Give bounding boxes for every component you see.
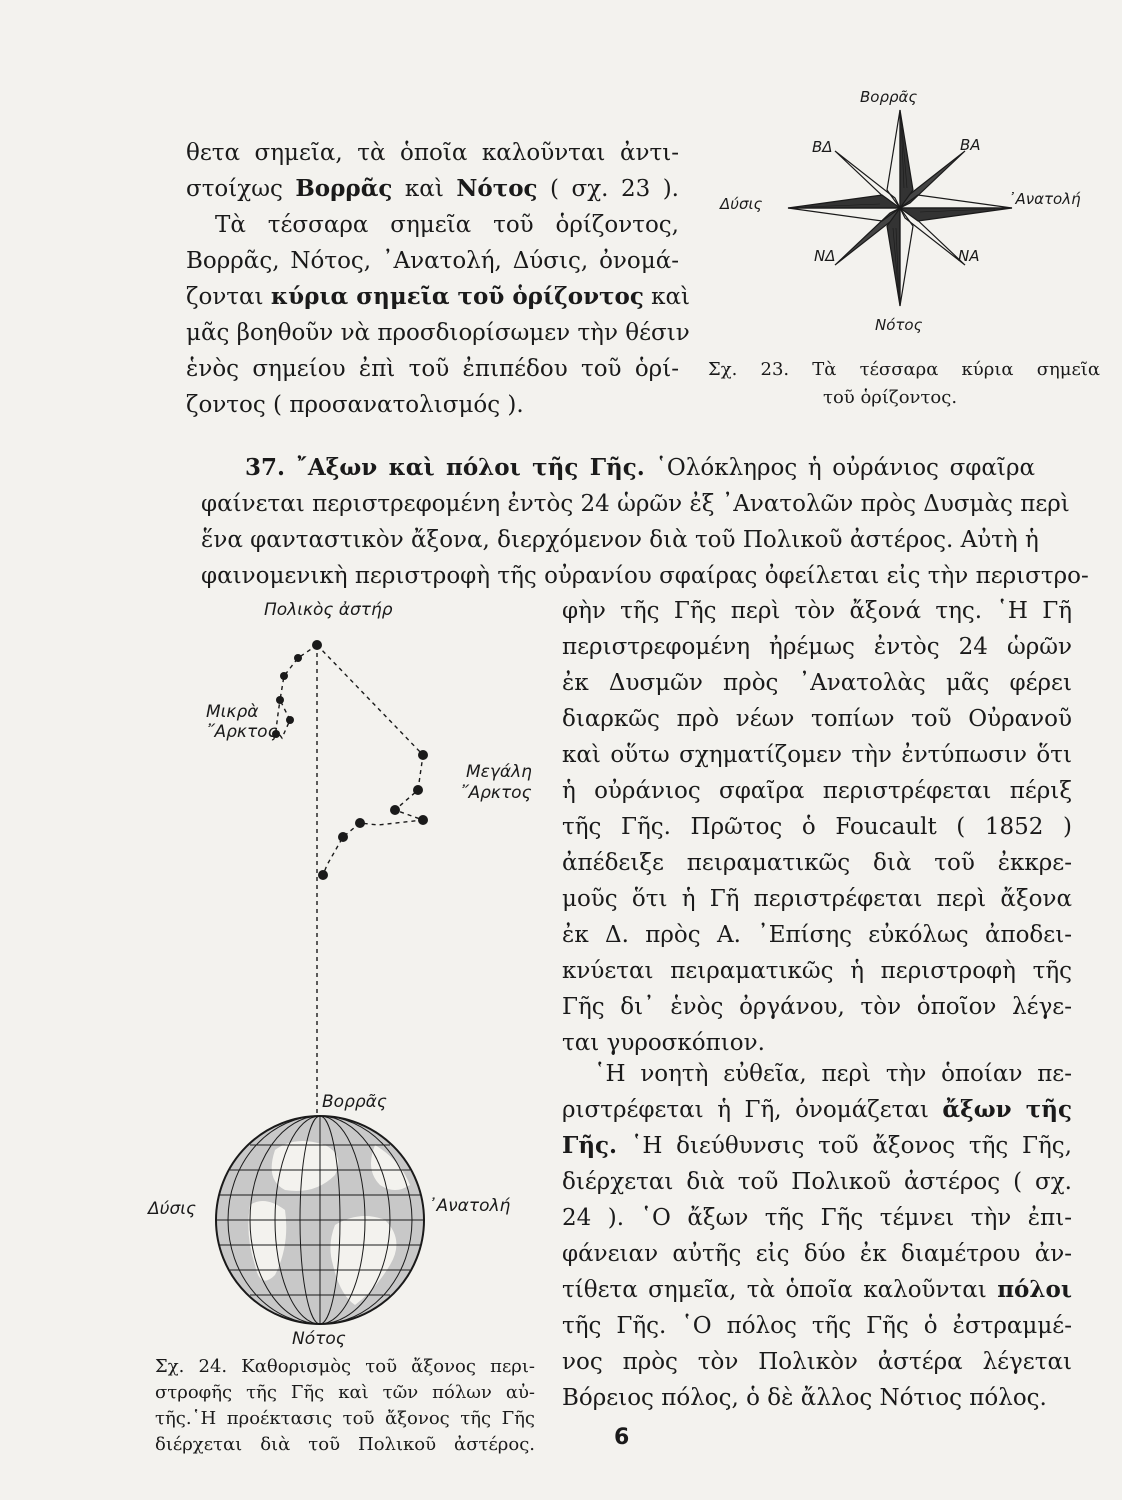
text-line: στοίχως Βορρᾶς καὶ Νότος ( σχ. 23 ).	[186, 175, 679, 202]
text-line: ἑνὸς σημείου ἐπὶ τοῦ ἐπιπέδου τοῦ ὁρί-	[186, 356, 679, 382]
text-line: ἀπέδειξε πειραματικῶς διὰ τοῦ ἐκκρε-	[562, 850, 1072, 876]
figure-caption-24: διέρχεται διὰ τοῦ Πολικοῦ ἀστέρος.	[155, 1434, 535, 1455]
earth-globe-icon	[215, 1115, 435, 1335]
text-line: ται γυροσκόπιον.	[562, 1030, 765, 1056]
bold-term: πόλοι	[997, 1276, 1072, 1303]
text-line: διέρχεται διὰ τοῦ Πολικοῦ ἀστέρος ( σχ.	[562, 1169, 1072, 1195]
text-line: μοῦς ὅτι ἡ Γῆ περιστρέφεται περὶ ἄξονα	[562, 886, 1072, 912]
compass-ne-label: ΒΑ	[960, 136, 981, 154]
text-line: Τὰ τέσσαρα σημεῖα τοῦ ὁρίζοντος,	[215, 212, 679, 238]
globe-west-label: Δύσις	[148, 1199, 196, 1219]
text-line: φὴν τῆς Γῆς περὶ τὸν ἄξονά της. ῾Η Γῆ	[562, 598, 1072, 624]
bold-term: ἄξων τῆς	[942, 1096, 1072, 1123]
text-line: Γῆς δι᾽ ἑνὸς ὀργάνου, τὸν ὁποῖον λέγε-	[562, 994, 1072, 1020]
text-line: ζονται κύρια σημεῖα τοῦ ὁρίζοντος καὶ	[186, 283, 691, 310]
text-line: φάνειαν αὐτῆς εἰς δύο ἐκ διαμέτρου ἀν-	[562, 1241, 1072, 1267]
text-line: Γῆς. ῾Η διεύθυνσις τοῦ ἄξονος τῆς Γῆς,	[562, 1132, 1072, 1159]
compass-west-label: Δύσις	[720, 195, 763, 213]
compass-south-label: Νότος	[875, 316, 923, 334]
text-line: ῾Η νοητὴ εὐθεῖα, περὶ τὴν ὁποίαν πε-	[594, 1061, 1072, 1087]
little-bear-label: Μικρὰ	[206, 702, 259, 722]
text-line: τίθετα σημεῖα, τὰ ὁποῖα καλοῦνται πόλοι	[562, 1276, 1072, 1303]
big-bear-label: Μεγάλη	[466, 762, 532, 782]
figure-caption-24: στροφῆς τῆς Γῆς καὶ τῶν πόλων αὐ-	[155, 1382, 535, 1403]
text-line: κνύεται πειραματικῶς ἡ περιστροφὴ τῆς	[562, 958, 1072, 984]
compass-nw-label: ΒΔ	[812, 138, 833, 156]
text-line: ἡ οὐράνιος σφαῖρα περιστρέφεται πέριξ	[562, 778, 1072, 804]
section-heading-line: 37. ῎Αξων καὶ πόλοι τῆς Γῆς. ῾Ολόκληρος ἡ οὐράνιος σφαῖρα	[245, 454, 1035, 481]
text-line: ἐκ Δυσμῶν πρὸς ᾽Ανατολὰς μᾶς φέρει	[562, 670, 1072, 696]
compass-north-label: Βορρᾶς	[860, 88, 918, 106]
text-line: ριστρέφεται ἡ Γῆ, ὀνομάζεται ἄξων τῆς	[562, 1096, 1072, 1123]
little-bear-label: ῎Αρκτος	[206, 722, 278, 742]
text-line: Βορρᾶς, Νότος, ᾽Ανατολή, Δύσις, ὀνομά-	[186, 248, 679, 274]
polar-star-label: Πολικὸς ἀστήρ	[264, 600, 393, 620]
text-line: 24 ). ῾Ο ἄξων τῆς Γῆς τέμνει τὴν ἐπι-	[562, 1205, 1072, 1231]
bold-term: 37. ῎Αξων καὶ πόλοι τῆς Γῆς.	[245, 454, 645, 481]
bold-term: κύρια σημεῖα τοῦ ὁρίζοντος	[270, 283, 644, 310]
text-line: ἕνα φανταστικὸν ἄξονα, διερχόμενον διὰ τοῦ Πολικοῦ ἀστέρος. Αὐτὴ ἡ	[201, 527, 1039, 553]
text-line: τῆς Γῆς. Πρῶτος ὁ Foucault ( 1852 )	[562, 814, 1072, 840]
text-line: καὶ οὕτω σχηματίζομεν τὴν ἐντύπωσιν ὅτι	[562, 742, 1072, 768]
compass-se-label: ΝΑ	[958, 247, 980, 265]
text-line: Βόρειος πόλος, ὁ δὲ ἄλλος Νότιος πόλος.	[562, 1385, 1047, 1411]
compass-east-label: ᾽Ανατολή	[1008, 190, 1081, 208]
big-bear-label: ῎Αρκτος	[460, 783, 532, 803]
globe-north-label: Βορρᾶς	[322, 1092, 387, 1112]
bold-term: Βορρᾶς	[295, 175, 393, 202]
text-line: θετα σημεῖα, τὰ ὁποῖα καλοῦνται ἀντι-	[186, 140, 679, 166]
text-line: διαρκῶς πρὸ νέων τοπίων τοῦ Οὐρανοῦ	[562, 706, 1072, 732]
text-line: φαίνεται περιστρεφομένη ἐντὸς 24 ὡρῶν ἐξ ᾽Ανατολῶν πρὸς Δυσμὰς περὶ	[201, 491, 1070, 517]
bold-term: Νότος	[456, 175, 538, 202]
figure-caption-23: τοῦ ὁρίζοντος.	[823, 387, 958, 408]
text-line: τῆς Γῆς. ῾Ο πόλος τῆς Γῆς ὁ ἐστραμμέ-	[562, 1313, 1072, 1339]
compass-sw-label: ΝΔ	[814, 247, 836, 265]
text-line: ζοντος ( προσανατολισμός ).	[186, 392, 524, 418]
text-line: περιστρεφομένη ἠρέμως ἐντὸς 24 ὡρῶν	[562, 634, 1072, 660]
globe-south-label: Νότος	[292, 1329, 346, 1349]
axis-diagram	[180, 600, 560, 1160]
page-number: 6	[614, 1425, 630, 1450]
text-line: μᾶς βοηθοῦν νὰ προσδιορίσωμεν τὴν θέσιν	[186, 320, 690, 346]
globe-east-label: ᾽Ανατολή	[428, 1196, 511, 1216]
text-line: φαινομενικὴ περιστροφὴ τῆς οὐρανίου σφαίρας ὀφείλεται εἰς τὴν περιστρο-	[201, 563, 1089, 589]
bold-term: Γῆς.	[562, 1132, 618, 1159]
figure-caption-24: Σχ. 24. Καθορισμὸς τοῦ ἄξονος περι-	[155, 1356, 535, 1377]
text-line: ἐκ Δ. πρὸς Α. ᾽Επίσης εὐκόλως ἀποδει-	[562, 922, 1072, 948]
text-line: νος πρὸς τὸν Πολικὸν ἀστέρα λέγεται	[562, 1349, 1072, 1375]
figure-caption-24: τῆς.῾Η προέκτασις τοῦ ἄξονος τῆς Γῆς	[155, 1408, 535, 1429]
figure-caption-23: Σχ. 23. Τὰ τέσσαρα κύρια σημεῖα	[708, 359, 1100, 380]
